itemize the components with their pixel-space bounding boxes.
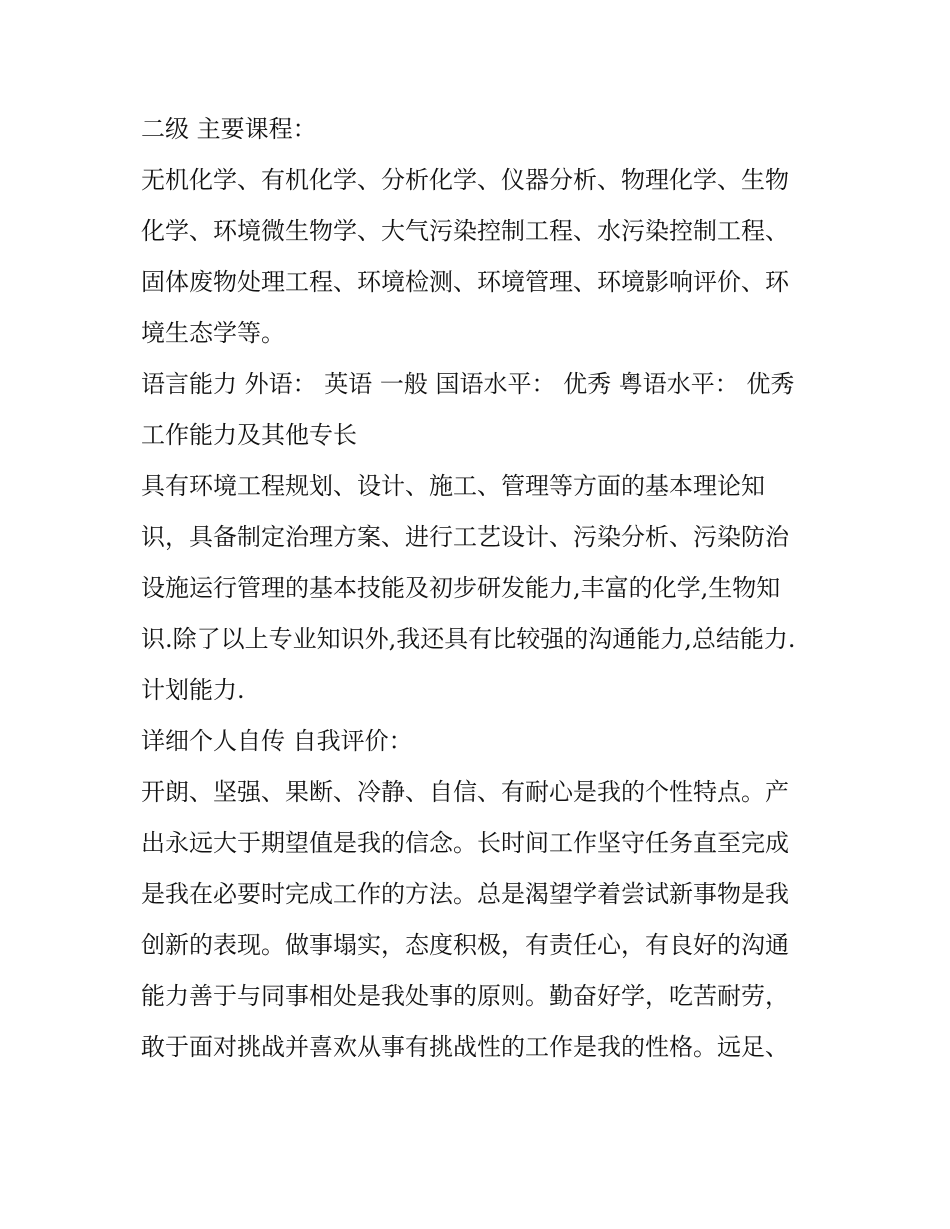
courses-text-line: 固体废物处理工程、环境检测、环境管理、环境影响评价、环	[141, 268, 789, 296]
courses-text-line: 无机化学、有机化学、分析化学、仪器分析、物理化学、生物	[141, 166, 789, 194]
work-ability-text-line: 具有环境工程规划、设计、施工、管理等方面的基本理论知	[141, 472, 765, 500]
heading-work-ability: 工作能力及其他专长	[141, 421, 357, 449]
courses-text-line: 境生态学等。	[141, 319, 285, 347]
document-page	[141, 104, 813, 1073]
self-evaluation-text-line: 敢于面对挑战并喜欢从事有挑战性的工作是我的性格。远足、	[141, 1033, 789, 1061]
self-evaluation-text-line: 开朗、坚强、果断、冷静、自信、有耐心是我的个性特点。产	[141, 778, 789, 806]
self-evaluation-text-line: 出永远大于期望值是我的信念。长时间工作坚守任务直至完成	[141, 829, 789, 857]
work-ability-text-line: 识，具备制定治理方案、进行工艺设计、污染分析、污染防治	[141, 523, 789, 551]
courses-text-line: 化学、环境微生物学、大气污染控制工程、水污染控制工程、	[141, 217, 789, 245]
self-evaluation-text-line: 是我在必要时完成工作的方法。总是渴望学着尝试新事物是我	[141, 880, 789, 908]
self-evaluation-text-line: 能力善于与同事相处是我处事的原则。勤奋好学，吃苦耐劳，	[141, 982, 789, 1010]
work-ability-text-line: 设施运行管理的基本技能及初步研发能力,丰富的化学,生物知	[141, 574, 781, 602]
language-ability-line: 语言能力 外语： 英语 一般 国语水平： 优秀 粤语水平： 优秀	[141, 370, 795, 398]
work-ability-text-line: 计划能力.	[141, 676, 245, 704]
self-evaluation-text-line: 创新的表现。做事塌实，态度积极，有责任心，有良好的沟通	[141, 931, 789, 959]
heading-self-evaluation: 详细个人自传 自我评价：	[141, 727, 413, 755]
work-ability-text-line: 识.除了以上专业知识外,我还具有比较强的沟通能力,总结能力.	[141, 625, 796, 653]
heading-main-courses: 二级 主要课程：	[141, 115, 317, 143]
